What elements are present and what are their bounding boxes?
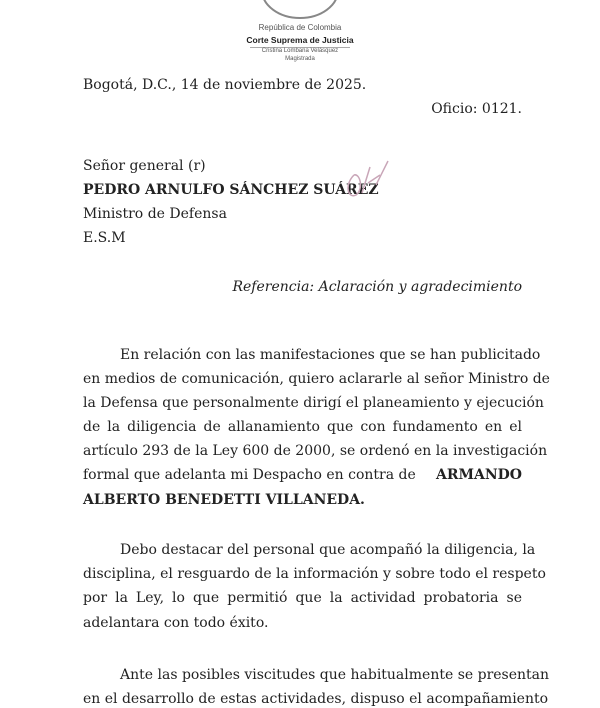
text-line: Ante las posibles viscitudes que habitualmente se presentan <box>120 667 550 683</box>
text-line: artículo 293 de la Ley 600 de 2000, se ordenó en la investigación <box>83 443 548 459</box>
text-line: adelantara con todo éxito. <box>83 615 269 631</box>
magistrate-title: Magistrada <box>285 56 315 62</box>
text-line: la Defensa que personalmente dirigí el planeamiento y ejecución <box>83 395 544 411</box>
text-line: En relación con las manifestaciones que se han publicitado <box>120 347 541 363</box>
defendant-name-part: ALBERTO BENEDETTI VILLANEDA. <box>83 492 365 508</box>
signature-initials <box>340 155 400 205</box>
date-line: Bogotá, D.C., 14 de noviembre de 2025. <box>83 77 367 93</box>
country-name: República de Colombia <box>258 23 342 32</box>
text-line <box>83 466 522 484</box>
text-line: en el desarrollo de estas actividades, dispuso el acompañamiento <box>83 691 549 707</box>
text-line: disciplina, el resguardo de la información y sobre todo el respeto <box>83 566 546 582</box>
recipient-salutation: Señor general (r) <box>83 158 206 174</box>
recipient-name: PEDRO ARNULFO SÁNCHEZ SUÁREZ <box>83 182 379 198</box>
defendant-name-part: ARMANDO <box>436 467 522 483</box>
court-seal-icon <box>255 0 345 20</box>
text-line: de la diligencia de allanamiento que con fundamento en el <box>83 419 522 435</box>
text-line: Debo destacar del personal que acompañó la diligencia, la <box>120 542 536 558</box>
oficio-number: Oficio: 0121. <box>431 101 522 117</box>
text-line: por la Ley, lo que permitió que la actividad probatoria se <box>83 590 522 606</box>
court-name: Corte Suprema de Justicia <box>246 35 354 45</box>
recipient-esm: E.S.M <box>83 230 126 246</box>
magistrate-name: Cristina Lombana Velásquez <box>261 48 339 54</box>
reference-line: Referencia: Aclaración y agradecimiento <box>232 279 522 295</box>
text-line: en medios de comunicación, quiero aclararle al señor Ministro de <box>83 371 550 387</box>
recipient-position: Ministro de Defensa <box>83 206 227 222</box>
text-segment: formal que adelanta mi Despacho en contra de <box>83 467 416 483</box>
